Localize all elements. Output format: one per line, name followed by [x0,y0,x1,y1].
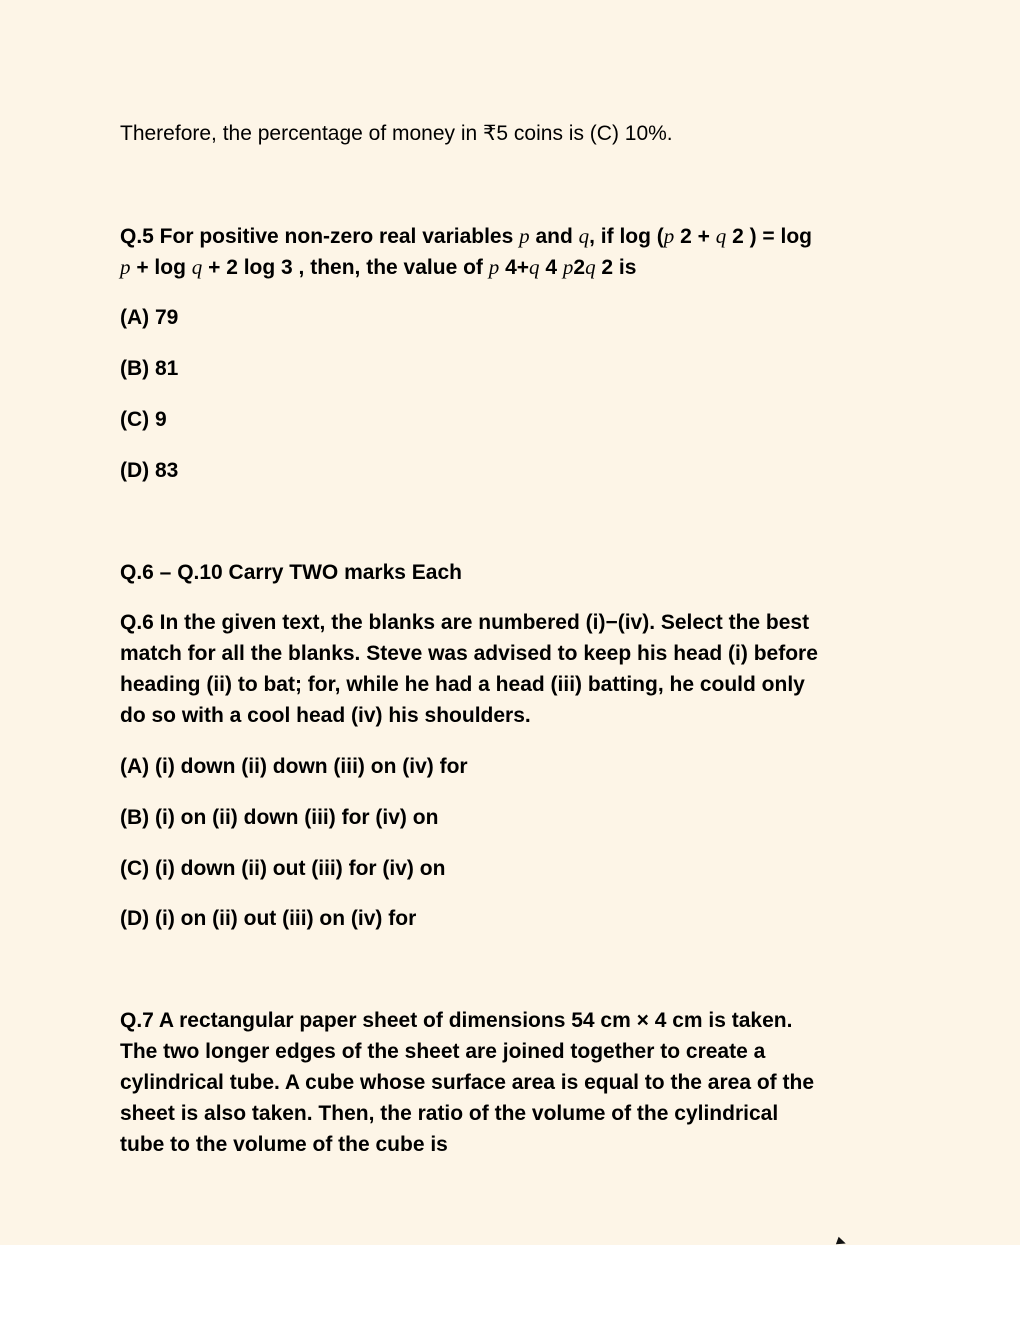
q6-option-a: (A) (i) down (ii) down (iii) on (iv) for [120,755,468,778]
q5-text-1c: , if log ( [589,225,664,248]
q5-text-2c: + 2 log 3 , then, the value of [202,256,489,279]
var-q: q [529,255,540,279]
q5-option-a: (A) 79 [120,306,179,329]
q5-option-c: (C) 9 [120,408,167,431]
q7-stem-line: The two longer edges of the sheet are joined together to create a [120,1040,766,1063]
intro-text: Therefore, the percentage of money in ₹5 coins is (C) 10%. [120,122,673,145]
q6-stem-line: do so with a cool head (iv) his shoulders. [120,704,531,727]
var-q: q [578,224,590,248]
q5-text-2f: 2 [573,256,586,279]
section-heading: Q.6 – Q.10 Carry TWO marks Each [120,561,462,584]
var-p: p [562,255,574,279]
q5-stem-line-1 [120,221,910,252]
q5-option-d: (D) 83 [120,459,179,482]
var-q: q [715,224,727,248]
q5-text-1b: and [529,225,579,248]
var-p: p [663,224,675,248]
q5-text-2d: 4+ [499,256,530,279]
blank-area-below-page [0,1245,1020,1320]
q7-stem-line: Q.7 A rectangular paper sheet of dimensions 54 cm × 4 cm is taken. [120,1009,793,1032]
q7-stem-line: tube to the volume of the cube is [120,1133,448,1156]
q6-option-b: (B) (i) on (ii) down (iii) for (iv) on [120,806,439,829]
q7-stem-line: sheet is also taken. Then, the ratio of the volume of the cylindrical [120,1102,779,1125]
var-p: p [488,255,500,279]
q5-text-2g: 2 is [595,256,637,279]
q6-option-d: (D) (i) on (ii) out (iii) on (iv) for [120,907,417,930]
q6-option-c: (C) (i) down (ii) out (iii) for (iv) on [120,857,446,880]
var-p: p [519,224,530,248]
q5-text-2e: 4 [539,256,563,279]
q5-text-2b: + log [130,256,192,279]
q5-text-1a: Q.5 For positive non-zero real variables [120,225,520,248]
var-p: p [120,255,131,279]
q5-option-b: (B) 81 [120,357,179,380]
var-q: q [585,255,596,279]
q5-stem-line-2 [120,252,910,283]
q6-stem-line: Q.6 In the given text, the blanks are numbered (i)−(iv). Select the best [120,611,810,634]
var-q: q [191,255,203,279]
q5-text-1d: 2 + [674,225,716,248]
q6-stem-line: heading (ii) to bat; for, while he had a head (iii) batting, he could only [120,673,805,696]
q6-stem-line: match for all the blanks. Steve was advised to keep his head (i) before [120,642,818,665]
q7-stem-line: cylindrical tube. A cube whose surface area is equal to the area of the [120,1071,814,1094]
q5-text-1e: 2 ) = log [726,225,813,248]
